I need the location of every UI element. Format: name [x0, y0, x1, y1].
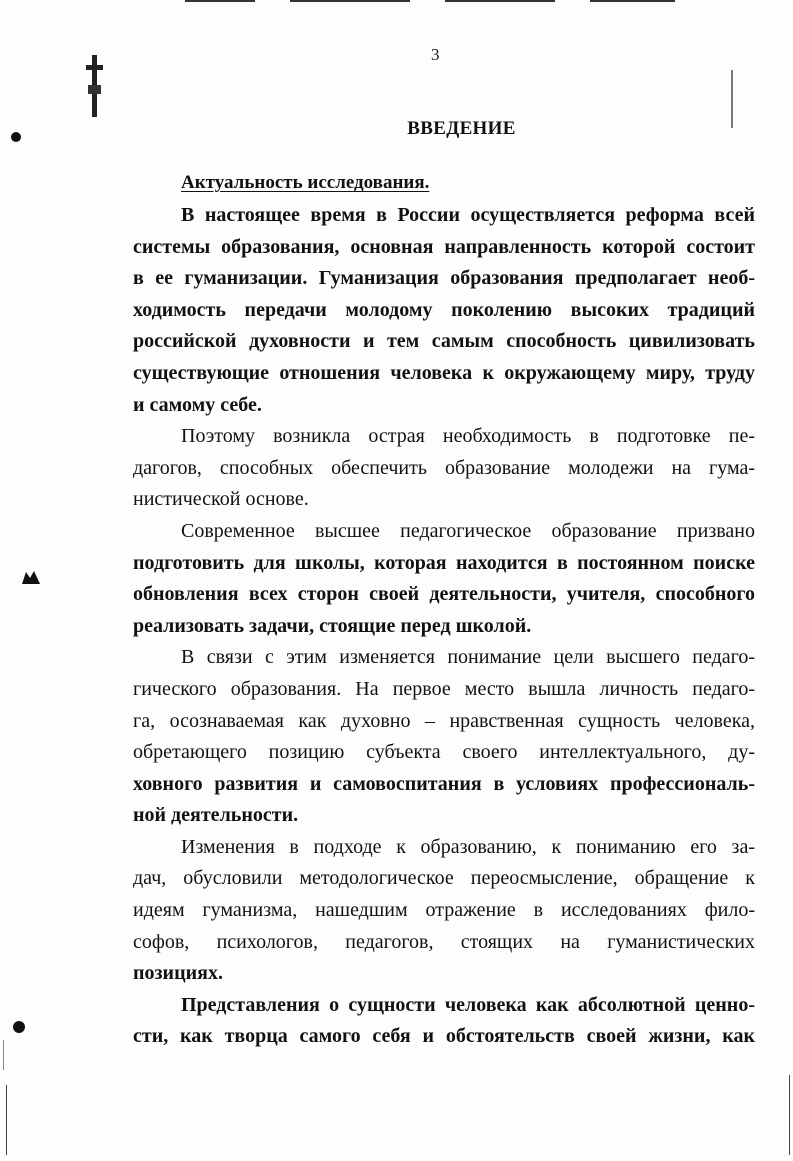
- scan-edge-line: [789, 1075, 790, 1155]
- scan-top-rule: [290, 0, 410, 2]
- text-line: софов, психологов, педагогов, стоящих на гуманистических: [133, 930, 755, 953]
- body-text: [133, 200, 755, 1053]
- paragraph: [133, 642, 755, 832]
- section-heading: Актуальность исследования.: [181, 172, 430, 193]
- text-line: Изменения в подходе к образованию, к пониманию его за-: [181, 835, 755, 858]
- text-line: га, осознаваемая как духовно – нравственная сущность человека,: [133, 709, 755, 732]
- paragraph: [133, 990, 755, 1053]
- text-line: системы образования, основная направленность которой состоит: [133, 235, 755, 258]
- scan-top-rule: [590, 0, 675, 2]
- text-line: гического образования. На первое место вышла личность педаго-: [133, 677, 755, 700]
- text-line: ной деятельности.: [133, 804, 299, 827]
- scan-top-rule: [185, 0, 255, 2]
- text-line: сти, как творца самого себя и обстоятельств своей жизни, как: [133, 1025, 755, 1048]
- paragraph: [133, 421, 755, 516]
- text-line: и самому себе.: [133, 393, 262, 416]
- text-line: дач, обусловили методологическое переосмысление, обращение к: [133, 867, 755, 890]
- text-line: Современное высшее педагогическое образование призвано: [181, 519, 755, 542]
- text-line: Представления о сущности человека как абсолютной ценно-: [181, 993, 755, 1016]
- text-line: ходимость передачи молодому поколению высоких традиций: [133, 298, 755, 321]
- page-number: 3: [431, 45, 440, 64]
- text-line: существующие отношения человека к окружающему миру, труду: [133, 361, 755, 384]
- text-line: нистической основе.: [133, 488, 309, 511]
- text-line: идеям гуманизма, нашедшим отражение в исследованиях фило-: [133, 899, 755, 922]
- text-line: российской духовности и тем самым способность цивилизовать: [133, 330, 755, 353]
- page-title: ВВЕДЕНИЕ: [407, 118, 516, 139]
- scan-top-rule: [445, 0, 555, 2]
- paragraph: [133, 516, 755, 642]
- text-line: позициях.: [133, 962, 223, 985]
- text-line: В связи с этим изменяется понимание цели высшего педаго-: [181, 646, 755, 669]
- text-line: Поэтому возникла острая необходимость в подготовке пе-: [181, 425, 755, 448]
- scan-edge-line: [6, 1085, 7, 1155]
- scan-speck-icon: [10, 1018, 28, 1036]
- scan-speck-icon: [20, 568, 42, 586]
- scan-edge-line: [3, 1040, 4, 1070]
- paragraph: [133, 832, 755, 990]
- text-line: В настоящее время в России осуществляется реформа всей: [181, 204, 755, 226]
- text-line: ховного развития и самовоспитания в условиях профессиональ-: [133, 772, 755, 795]
- text-line: дагогов, способных обеспечить образование молодежи на гума-: [133, 456, 755, 479]
- paragraph: [133, 200, 755, 421]
- text-line: в ее гуманизации. Гуманизация образования предполагает необ-: [133, 267, 755, 290]
- text-line: подготовить для школы, которая находится в постоянном поиске: [133, 551, 755, 574]
- text-line: обретающего позицию субъекта своего интеллектуального, ду-: [133, 741, 755, 764]
- binder-hole-mark-icon: [82, 55, 108, 120]
- text-line: реализовать задачи, стоящие перед школой.: [133, 614, 532, 637]
- text-line: обновления всех сторон своей деятельности, учителя, способного: [133, 583, 755, 606]
